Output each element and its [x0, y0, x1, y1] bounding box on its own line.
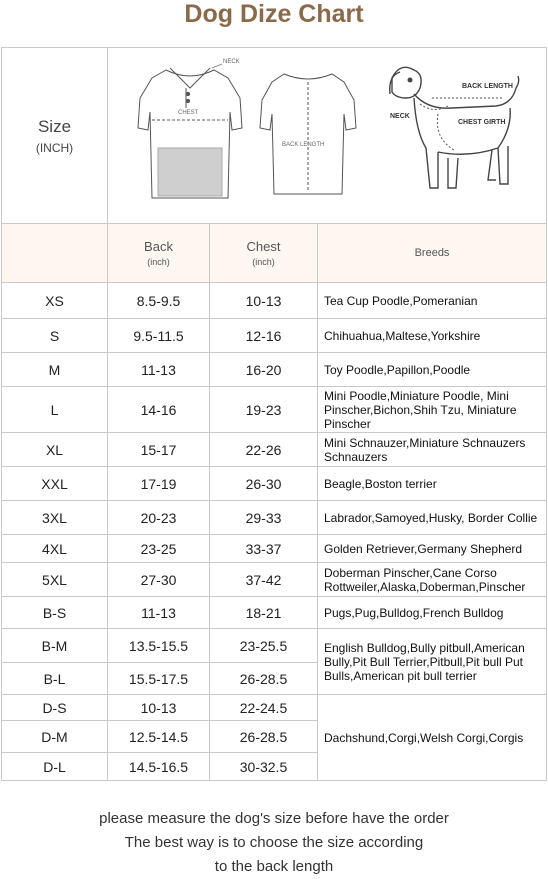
size-chart-table: [1, 47, 547, 781]
back-cell: 10-13: [108, 695, 210, 721]
table-row: [2, 433, 547, 467]
breeds-cell: Labrador,Samoyed,Husky, Border Collie: [318, 501, 547, 535]
chest-cell: 22-24.5: [210, 695, 318, 721]
chest-cell: 23-25.5: [210, 629, 318, 663]
size-cell: M: [2, 353, 108, 387]
header-row: [2, 224, 547, 283]
footer-note-line1: please measure the dog's size before have the order: [99, 810, 449, 827]
footer-note-line2: The best way is to choose the size according: [124, 834, 424, 851]
header-chest: [210, 224, 318, 283]
table-row: [2, 695, 547, 721]
neck-label: NECK: [223, 59, 240, 65]
back-unit-label: (inch): [147, 257, 170, 267]
chest-cell: 37-42: [210, 563, 318, 597]
back-cell: 14-16: [108, 387, 210, 433]
size-cell: 4XL: [2, 535, 108, 563]
breeds-cell: Doberman Pinscher,Cane Corso Rottweiler,Alaska,Doberman,Pinscher: [318, 563, 547, 597]
chest-cell: 10-13: [210, 283, 318, 319]
dog-back-length-label: BACK LENGTH: [462, 83, 513, 90]
shirt-front-icon: [138, 68, 242, 198]
back-cell: 20-23: [108, 501, 210, 535]
size-cell: 3XL: [2, 501, 108, 535]
page-title: Dog Dize Chart: [184, 0, 364, 28]
header-blank: [2, 224, 108, 283]
back-header-label: Back: [144, 239, 173, 254]
breeds-cell: Mini Schnauzer,Miniature Schnauzers Schnauzers: [318, 433, 547, 467]
chest-cell: 18-21: [210, 597, 318, 629]
chest-cell: 26-28.5: [210, 721, 318, 753]
table-row: [2, 467, 547, 501]
back-cell: 8.5-9.5: [108, 283, 210, 319]
table-row: [2, 629, 547, 663]
back-cell: 12.5-14.5: [108, 721, 210, 753]
back-cell: 9.5-11.5: [108, 319, 210, 353]
table-row: [2, 387, 547, 433]
dog-neck-label: NECK: [390, 113, 410, 120]
chest-unit-label: (inch): [252, 257, 275, 267]
back-length-label: BACK LENGTH: [282, 142, 325, 148]
table-row: [2, 563, 547, 597]
back-cell: 27-30: [108, 563, 210, 597]
back-cell: 11-13: [108, 597, 210, 629]
table-row: [2, 319, 547, 353]
back-cell: 13.5-15.5: [108, 629, 210, 663]
measurement-diagram: [108, 48, 544, 218]
size-cell: B-L: [2, 663, 108, 695]
breeds-cell: Beagle,Boston terrier: [318, 467, 547, 501]
breeds-cell: English Bulldog,Bully pitbull,American Bully,Pit Bull Terrier,Pitbull,Pit bull Put Bulls,American pit bull terrier: [318, 629, 547, 695]
table-row: [2, 535, 547, 563]
chest-cell: 26-28.5: [210, 663, 318, 695]
dog-chest-girth-label: CHEST GIRTH: [458, 119, 506, 126]
size-cell: L: [2, 387, 108, 433]
size-cell: XS: [2, 283, 108, 319]
chest-cell: 19-23: [210, 387, 318, 433]
size-label: Size: [37, 116, 72, 136]
chest-cell: 22-26: [210, 433, 318, 467]
size-cell: D-M: [2, 721, 108, 753]
chest-cell: 30-32.5: [210, 753, 318, 781]
back-cell: 14.5-16.5: [108, 753, 210, 781]
back-cell: 15-17: [108, 433, 210, 467]
table-row: [2, 283, 547, 319]
size-cell: B-S: [2, 597, 108, 629]
table-row: [2, 501, 547, 535]
size-cell: D-L: [2, 753, 108, 781]
breeds-cell: Dachshund,Corgi,Welsh Corgi,Corgis: [318, 695, 547, 781]
measurement-illustration: [108, 48, 547, 224]
size-cell: S: [2, 319, 108, 353]
chest-cell: 16-20: [210, 353, 318, 387]
table-row: [2, 353, 547, 387]
header-breeds: [318, 224, 547, 283]
chest-cell: 29-33: [210, 501, 318, 535]
breeds-cell: Mini Poodle,Miniature Poodle, Mini Pinscher,Bichon,Shih Tzu, Miniature Pinscher: [318, 387, 547, 433]
back-cell: 15.5-17.5: [108, 663, 210, 695]
breeds-cell: Toy Poodle,Papillon,Poodle: [318, 353, 547, 387]
chest-cell: 26-30: [210, 467, 318, 501]
footer-note-line3: to the back length: [214, 858, 334, 875]
size-header-cell: [2, 48, 108, 224]
size-cell: XL: [2, 433, 108, 467]
breeds-cell: Pugs,Pug,Bulldog,French Bulldog: [318, 597, 547, 629]
back-cell: 17-19: [108, 467, 210, 501]
size-cell: D-S: [2, 695, 108, 721]
size-cell: XXL: [2, 467, 108, 501]
chest-label: CHEST: [178, 110, 199, 116]
size-unit-label: (INCH): [35, 140, 74, 155]
header-back: [108, 224, 210, 283]
breeds-header-label: Breeds: [414, 247, 450, 259]
breeds-cell: Chihuahua,Maltese,Yorkshire: [318, 319, 547, 353]
table-row: [2, 597, 547, 629]
breeds-cell: Tea Cup Poodle,Pomeranian: [318, 283, 547, 319]
back-cell: 11-13: [108, 353, 210, 387]
shirt-back-icon: [260, 74, 356, 194]
illustration-row: [2, 48, 547, 224]
breeds-cell: Golden Retriever,Germany Shepherd: [318, 535, 547, 563]
back-cell: 23-25: [108, 535, 210, 563]
chest-cell: 33-37: [210, 535, 318, 563]
chest-cell: 12-16: [210, 319, 318, 353]
chest-header-label: Chest: [246, 239, 281, 254]
size-cell: 5XL: [2, 563, 108, 597]
size-cell: B-M: [2, 629, 108, 663]
